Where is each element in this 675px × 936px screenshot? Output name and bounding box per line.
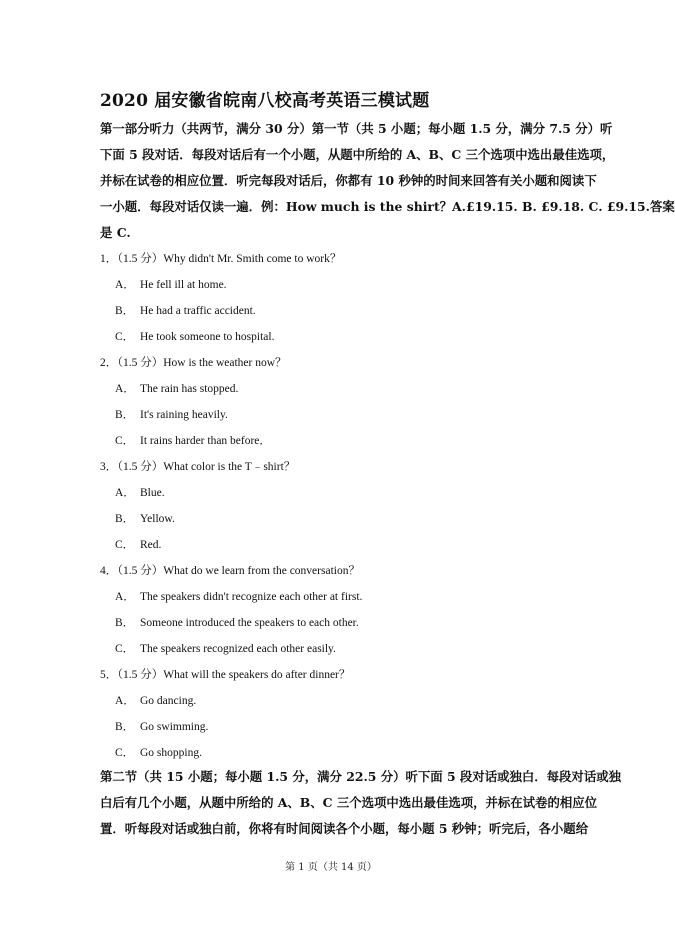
- question-4-stem: 4．（1.5 分）What do we learn from the conversation？: [100, 565, 360, 577]
- option-letter: C．: [115, 747, 135, 759]
- question-3-option-c: [115, 536, 161, 552]
- option-letter: A．: [115, 695, 135, 707]
- question-1-option-b: [115, 302, 256, 318]
- question-2-stem: 2．（1.5 分）How is the weather now？: [100, 357, 287, 369]
- instruction-line: 第一部分听力（共两节，满分 30 分）第一节（共 5 小题；每小题 1.5 分，满分 7.5 分）听: [100, 121, 613, 136]
- option-text: Someone introduced the speakers to each other.: [140, 617, 359, 629]
- option-letter: B．: [115, 721, 135, 733]
- question-5-stem: 5．（1.5 分）What will the speakers do after dinner？: [100, 669, 351, 681]
- question-5-option-a: [115, 692, 196, 708]
- question-1-stem: 1．（1.5 分）Why didn't Mr. Smith come to work？: [100, 253, 342, 265]
- option-text: He had a traffic accident.: [140, 305, 256, 317]
- option-letter: B．: [115, 409, 135, 421]
- question-2-option-a: [115, 380, 238, 396]
- option-text: Go dancing.: [140, 695, 197, 707]
- option-text: Go swimming.: [140, 721, 209, 733]
- option-text: Yellow.: [140, 513, 175, 525]
- question-5-option-b: [115, 718, 208, 734]
- option-text: Go shopping.: [140, 747, 202, 759]
- instruction-line: 并标在试卷的相应位置．听完每段对话后，你都有 10 秒钟的时间来回答有关小题和阅读下: [100, 173, 597, 188]
- option-letter: A．: [115, 383, 135, 395]
- instruction-line: 下面 5 段对话．每段对话后有一个小题，从题中所给的 A、B、C 三个选项中选出最佳选项，: [100, 147, 615, 162]
- option-text: It rains harder than before．: [140, 435, 271, 447]
- listening-section1-instructions: [100, 116, 675, 246]
- instruction-line: 置．听每段对话或独白前，你将有时间阅读各个小题，每小题 5 秒钟；听完后，各小题给: [100, 821, 589, 836]
- question-2-option-b: [115, 406, 228, 422]
- question-4-option-a: [115, 588, 362, 604]
- option-letter: A．: [115, 487, 135, 499]
- question-3-option-b: [115, 510, 175, 526]
- option-text: It's raining heavily.: [140, 409, 228, 421]
- question-5-option-c: [115, 744, 202, 760]
- option-letter: B．: [115, 513, 135, 525]
- question-2-option-c: [115, 432, 271, 448]
- question-1-option-c: [115, 328, 274, 344]
- question-1-option-a: [115, 276, 227, 292]
- option-letter: B．: [115, 617, 135, 629]
- option-letter: C．: [115, 643, 135, 655]
- option-text: He took someone to hospital.: [140, 331, 275, 343]
- instruction-line: 白后有几个小题，从题中所给的 A、B、C 三个选项中选出最佳选项，并标在试卷的相应位: [100, 795, 598, 810]
- page-footer: 第 1 页（共 14 页）: [285, 862, 377, 873]
- instruction-line: 一小题．每段对话仅读一遍．例：How much is the shirt？A.£19.15. B. £9.18. C. £9.15.答案: [100, 199, 675, 214]
- option-text: The speakers recognized each other easily.: [140, 643, 336, 655]
- option-letter: B．: [115, 305, 135, 317]
- option-letter: C．: [115, 435, 135, 447]
- question-4-option-b: [115, 614, 359, 630]
- page-title: 2020 届安徽省皖南八校高考英语三模试题: [100, 91, 430, 111]
- question-4-option-c: [115, 640, 336, 656]
- option-letter: A．: [115, 279, 135, 291]
- option-text: The rain has stopped.: [140, 383, 239, 395]
- instruction-line: 第二节（共 15 小题；每小题 1.5 分，满分 22.5 分）听下面 5 段对话或独白．每段对话或独: [100, 769, 621, 784]
- option-text: Red.: [140, 539, 162, 551]
- listening-section2-instructions: [100, 764, 621, 842]
- question-3-stem: 3．（1.5 分）What color is the T﹣shirt？: [100, 461, 296, 473]
- option-letter: A．: [115, 591, 135, 603]
- option-text: The speakers didn't recognize each other at first.: [140, 591, 363, 603]
- question-3-option-a: [115, 484, 165, 500]
- option-text: Blue.: [140, 487, 165, 499]
- option-letter: C．: [115, 539, 135, 551]
- instruction-line: 是 C.: [100, 225, 131, 240]
- option-letter: C．: [115, 331, 135, 343]
- option-text: He fell ill at home.: [140, 279, 227, 291]
